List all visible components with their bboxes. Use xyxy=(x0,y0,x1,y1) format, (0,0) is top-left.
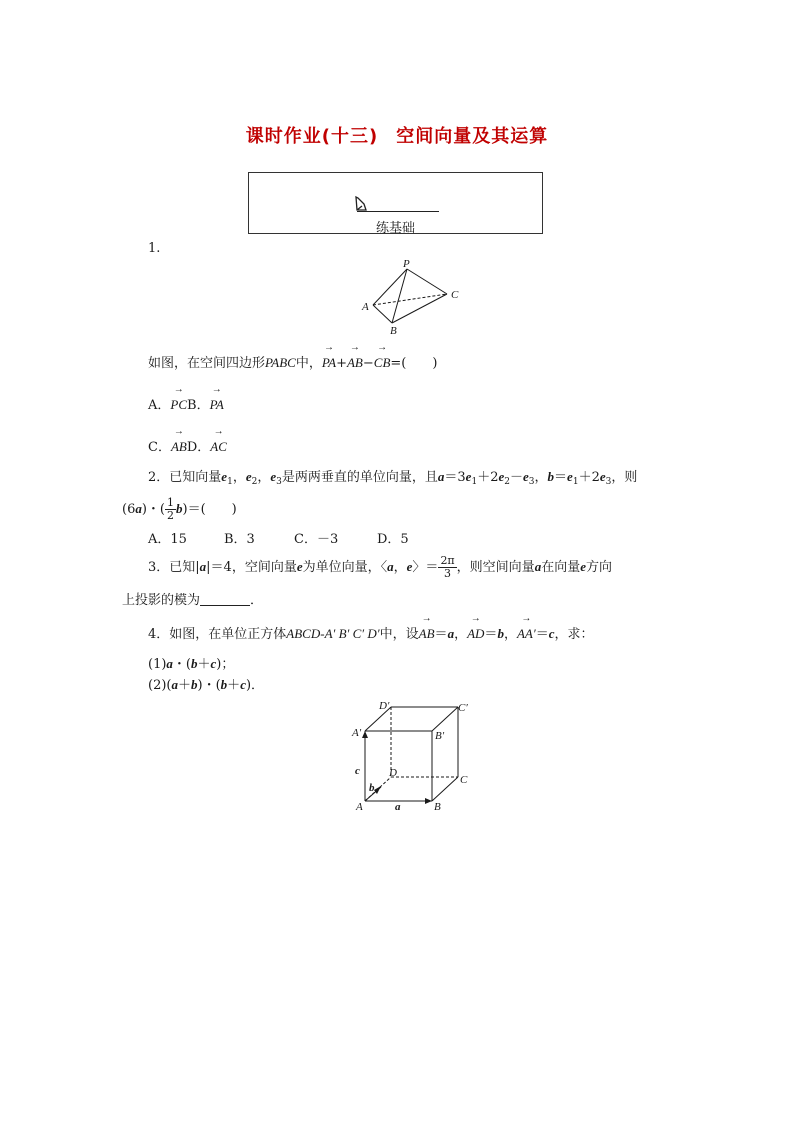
label-Cprime: C′ xyxy=(458,702,468,714)
q3-t2: |＝4，空间向量 xyxy=(206,560,297,575)
var-e: e xyxy=(498,469,505,484)
q2-line1 xyxy=(148,468,637,491)
q3-line2 xyxy=(122,592,263,610)
var-e: e xyxy=(599,469,606,484)
var-e: e xyxy=(406,559,413,574)
q1-answer-paren: =( ) xyxy=(390,356,438,371)
q3-number: 3． xyxy=(148,560,170,575)
equals: ＝ xyxy=(484,627,498,642)
edge-BpCp xyxy=(432,707,458,731)
q4-line1 xyxy=(148,625,594,644)
option-B-letter: B． xyxy=(187,398,210,413)
q2-minus: － xyxy=(509,470,523,485)
q2-text2: 是两两垂直的单位向量，且 xyxy=(281,470,438,485)
subscript: 2 xyxy=(251,477,258,487)
frac-den: 3 xyxy=(444,567,452,580)
var-e: e xyxy=(270,469,277,484)
var-a: a xyxy=(199,559,207,574)
label-B: B xyxy=(390,325,397,335)
q4-cube-name: ABCD-A′ B′ C′ D′ xyxy=(286,626,380,641)
var-e: e xyxy=(465,469,472,484)
fraction-half xyxy=(165,497,176,522)
equals: ＝ xyxy=(535,627,549,642)
q2-plus: ＋2 xyxy=(477,470,499,485)
q2-l2b: )・( xyxy=(141,502,165,517)
subscript: 3 xyxy=(605,477,612,487)
page-title xyxy=(0,122,794,148)
q4-sub2 xyxy=(148,676,264,695)
var-b: b xyxy=(497,626,504,641)
plus-sign: ＋ xyxy=(197,657,211,672)
option-A-vector: → PC xyxy=(170,396,187,414)
var-e: e xyxy=(221,469,228,484)
var-b: b xyxy=(191,677,198,692)
var-b: b xyxy=(191,656,198,671)
option-B-vector: → PA xyxy=(210,396,224,414)
label-vec-c: c xyxy=(355,765,360,777)
subscript: 2 xyxy=(504,477,510,487)
vec-CB: → CB xyxy=(374,354,391,372)
edge-BC xyxy=(432,777,458,801)
q2-option-D: D．5 xyxy=(377,532,409,547)
q2-plus2: ＋2 xyxy=(578,470,600,485)
sub2-label: (2)( xyxy=(148,678,172,693)
subscript: 3 xyxy=(276,477,282,487)
section-banner xyxy=(248,172,543,234)
comma: ， xyxy=(503,627,517,642)
option-A-letter: A． xyxy=(148,398,171,413)
subscript: 1 xyxy=(227,477,233,487)
label-C: C xyxy=(451,289,459,301)
var-b: b xyxy=(547,469,555,484)
q3-end: ． xyxy=(250,593,264,608)
edge-PC xyxy=(407,269,447,294)
sub2-end: )． xyxy=(245,678,265,693)
var-a: a xyxy=(534,559,542,574)
frac-num: 2π xyxy=(440,554,455,567)
plus-sign: ＋ xyxy=(178,678,192,693)
var-c: c xyxy=(548,626,555,641)
q4-t2: 中，设 xyxy=(379,627,419,642)
q4-number: 4． xyxy=(148,627,170,642)
comma: ， xyxy=(232,470,246,485)
var-c: c xyxy=(240,677,246,692)
q2-l2c: )＝( ) xyxy=(182,502,237,517)
arrow-c xyxy=(362,731,368,738)
q1-stem-prefix: 如图，在空间四边形 xyxy=(148,356,266,371)
frac-den: 2 xyxy=(167,509,174,522)
q1-option-AB xyxy=(148,396,224,415)
var-a: a xyxy=(437,469,445,484)
label-B: B xyxy=(434,801,441,813)
var-a: a xyxy=(447,626,455,641)
sub1-end: )； xyxy=(216,657,235,672)
q1-quad-name: PABC xyxy=(265,355,296,370)
comma: ， xyxy=(534,470,548,485)
q2-eq2: ＝ xyxy=(554,470,568,485)
q1-tetrahedron-figure xyxy=(355,255,470,335)
option-C-letter: C． xyxy=(148,440,171,455)
q3-line1 xyxy=(148,554,612,581)
var-e: e xyxy=(523,469,529,484)
label-A: A xyxy=(362,301,369,313)
var-a: a xyxy=(166,656,173,671)
q2-l2a: (6 xyxy=(122,502,136,517)
sub1-label: (1) xyxy=(148,657,167,672)
q2-option-C: C．－3 xyxy=(294,532,339,547)
vec-AB: → AB xyxy=(347,354,363,372)
subscript: 3 xyxy=(528,477,535,487)
q1-number: 1. xyxy=(148,241,161,256)
q4-t3: ，求： xyxy=(554,627,594,642)
q1-stem-mid: 中， xyxy=(295,356,322,371)
q3-line2-text: 上投影的模为 xyxy=(122,593,201,608)
var-c: c xyxy=(210,656,217,671)
q3-t6: 在向量 xyxy=(541,560,581,575)
option-C-vector: → AB xyxy=(171,438,187,456)
q1-stem xyxy=(148,354,437,373)
frac-num: 1 xyxy=(167,496,174,509)
fraction-2pi-3 xyxy=(438,555,456,580)
label-A: A xyxy=(356,801,363,813)
var-a: a xyxy=(387,559,394,574)
vec-AB: → AB xyxy=(419,625,435,643)
comma: ， xyxy=(393,560,407,575)
edge-AB xyxy=(373,305,392,323)
q2-option-A: A．15 xyxy=(148,532,187,547)
q3-t5: ，则空间向量 xyxy=(456,560,535,575)
subscript: 1 xyxy=(572,477,579,487)
title-main: 课时作业(十三) xyxy=(245,126,379,147)
label-Dprime: D′ xyxy=(379,700,390,712)
var-e: e xyxy=(245,469,252,484)
dot-paren: ・( xyxy=(172,657,191,672)
q3-t1: 已知| xyxy=(169,560,200,575)
var-a: a xyxy=(171,677,178,692)
q2-tail: ，则 xyxy=(611,470,638,485)
q2-line2 xyxy=(122,496,237,523)
label-vec-b: b xyxy=(369,782,375,794)
plus-sign: + xyxy=(336,356,347,371)
var-b: b xyxy=(220,677,228,692)
comma: ， xyxy=(257,470,271,485)
subscript: 1 xyxy=(471,477,478,487)
q1-option-CD xyxy=(148,438,227,457)
label-Aprime: A′ xyxy=(352,727,362,739)
comma: ， xyxy=(454,627,468,642)
option-D-vector: → AC xyxy=(210,438,227,456)
q4-cube-figure xyxy=(345,695,485,820)
q2-eq1: ＝3 xyxy=(444,470,466,485)
title-sub: 空间向量及其运算 xyxy=(396,126,549,147)
banner-underline xyxy=(357,211,439,212)
minus-sign: − xyxy=(362,356,374,371)
option-D-letter: D． xyxy=(186,440,211,455)
label-Bprime: B′ xyxy=(435,730,445,742)
var-e: e xyxy=(296,559,303,574)
q4-t1: 如图，在单位正方体 xyxy=(169,627,287,642)
var-e: e xyxy=(580,559,586,574)
q3-t7: 方向 xyxy=(585,560,612,575)
vec-PA: → PA xyxy=(322,354,336,372)
q2-number: 2． xyxy=(148,470,170,485)
dot-paren: )・( xyxy=(197,678,221,693)
vec-AD: → AD xyxy=(467,625,484,643)
var-b: b xyxy=(176,501,183,516)
label-vec-a: a xyxy=(395,801,401,813)
label-D: D xyxy=(389,767,397,779)
q3-t3: 为单位向量，〈 xyxy=(302,560,388,575)
arrow-a xyxy=(425,798,432,804)
label-P: P xyxy=(403,258,410,270)
q3-t4: 〉＝ xyxy=(412,560,439,575)
q2-option-B: B．3 xyxy=(224,532,255,547)
var-e: e xyxy=(567,469,573,484)
var-a: a xyxy=(135,501,142,516)
answer-blank[interactable] xyxy=(200,605,250,606)
equals: ＝ xyxy=(434,627,448,642)
vec-AAprime: → AA′ xyxy=(517,625,536,643)
q4-sub1 xyxy=(148,655,234,674)
plus-sign: ＋ xyxy=(227,678,241,693)
label-C: C xyxy=(460,774,468,786)
q2-text1: 已知向量 xyxy=(169,470,222,485)
banner-label: 练基础 xyxy=(375,221,415,236)
